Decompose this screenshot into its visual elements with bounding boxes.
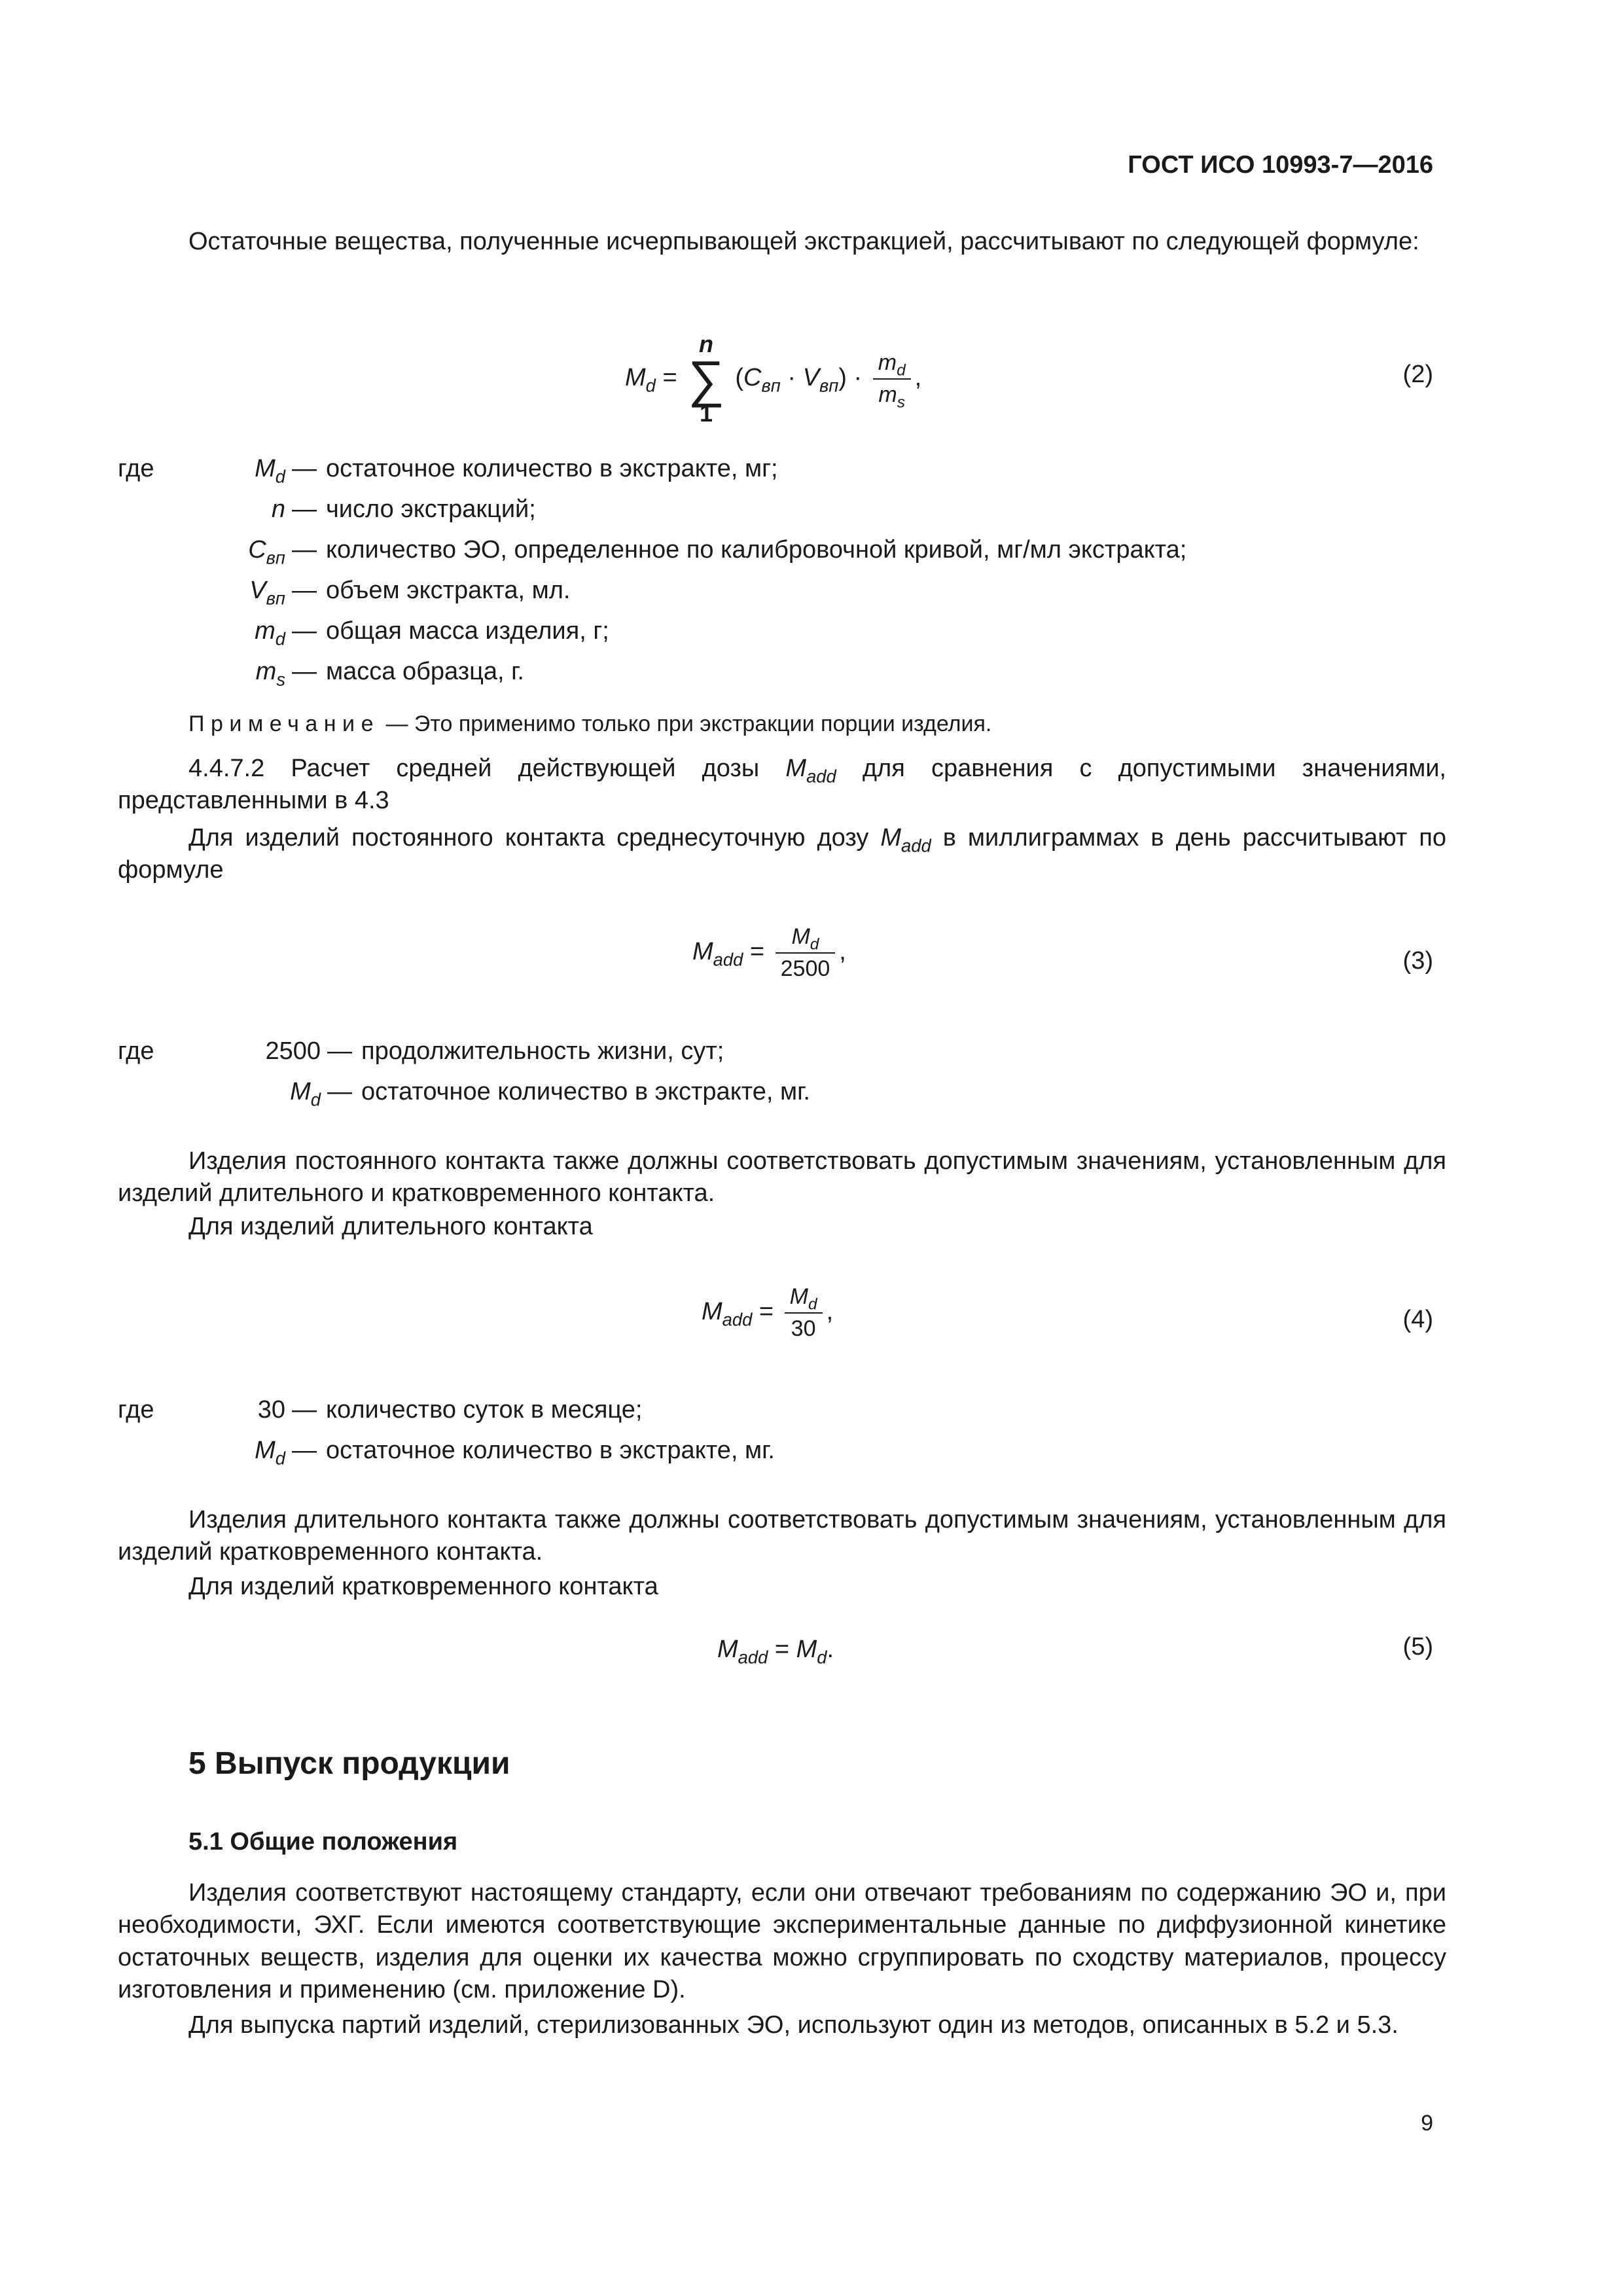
definition-row: [118, 1035, 1453, 1076]
document-code-header: ГОСТ ИСО 10993-7—2016: [1128, 151, 1433, 179]
p-const-post: в миллиграммах в день рассчитывают по формуле: [118, 824, 1446, 884]
s4472-symbol-sub: add: [806, 766, 836, 787]
definition-symbol-sub: d: [275, 466, 285, 487]
eq5-rhs-sub: d: [817, 1647, 827, 1668]
definition-symbol: m: [255, 617, 276, 645]
note-text: — Это применимо только при экстракции порции изделия.: [385, 711, 992, 736]
equation-number-2: (2): [1402, 361, 1433, 388]
sigma-glyph: ∑: [688, 350, 724, 408]
equation-number-3: (3): [1402, 947, 1433, 975]
definition-symbol: M: [290, 1078, 311, 1105]
definition-row: [118, 453, 1453, 493]
equation-3: $M_{add}$ = $\frac{M_d}{2500}$ ,: [692, 924, 846, 982]
subsection-4472: [118, 753, 1446, 817]
eq4-fraction: [785, 1284, 823, 1342]
eq2-v-sub: вп: [819, 375, 839, 396]
sum-upper-limit: n: [698, 331, 713, 357]
eq4-numerator: M: [789, 1284, 808, 1309]
definition-text: общая масса изделия, г;: [326, 617, 609, 645]
definition-text: объем экстракта, мл.: [326, 577, 571, 604]
definition-dash: —: [292, 658, 317, 685]
definition-symbol-sub: вп: [266, 588, 285, 609]
definition-text: остаточное количество в экстракте, мг.: [326, 1437, 775, 1464]
p-const-symbol: M: [880, 824, 902, 852]
definition-row: [118, 534, 1453, 575]
definition-row: [118, 1076, 1453, 1117]
definition-lead: где: [118, 1396, 154, 1424]
eq2-numerator-sub: d: [897, 361, 906, 380]
definition-row: [118, 1394, 1453, 1435]
summation-symbol: [688, 332, 724, 425]
p-const-symbol-sub: add: [901, 835, 931, 856]
eq5-lhs: M: [717, 1636, 738, 1663]
intro-paragraph: Остаточные вещества, полученные исчерпывающей экстракцией, рассчитывают по следующей формуле:: [188, 228, 1419, 255]
definition-symbol-sub: d: [275, 628, 285, 649]
equation-2: $M_d$ = n ∑ 1 $(C_{вп} \cdot V_{вп})$ · $\frac{m_d}{m_s}$ ,: [625, 331, 922, 427]
definition-dash: —: [327, 1078, 352, 1105]
definition-dash: —: [292, 495, 317, 523]
definition-text: масса образца, г.: [326, 658, 524, 685]
eq3-lhs: M: [692, 938, 713, 966]
definition-symbol: 2500: [265, 1037, 321, 1065]
definition-symbol-sub: s: [276, 669, 285, 690]
eq2-fraction: [873, 350, 911, 412]
section-5-heading: 5 Выпуск продукции: [188, 1746, 510, 1781]
page-number: 9: [1421, 2111, 1433, 2136]
definition-text: остаточное количество в экстракте, мг;: [326, 455, 778, 482]
eq4-denominator: 30: [791, 1316, 816, 1342]
eq5-rhs: M: [796, 1636, 817, 1663]
definition-dash: —: [292, 577, 317, 604]
definitions-eq3: [118, 1035, 1453, 1117]
sum-lower-limit: 1: [699, 400, 713, 427]
definition-symbol: V: [249, 577, 266, 604]
definition-dash: —: [292, 617, 317, 645]
definition-row: [118, 493, 1453, 534]
eq2-lhs: M: [625, 364, 646, 392]
eq2-numerator: m: [878, 350, 897, 375]
definition-lead: где: [118, 455, 154, 482]
eq4-lhs: M: [702, 1298, 722, 1326]
section-5-1-heading: 5.1 Общие положения: [188, 1828, 458, 1856]
s4472-post: для сравнения с допустимыми значениями, представленными в 4.3: [118, 755, 1446, 815]
definition-row: [118, 1435, 1453, 1475]
p-const-pre: Для изделий постоянного контакта среднесуточную дозу: [188, 824, 881, 852]
definition-dash: —: [327, 1037, 352, 1065]
paragraph-constant-contact-2: Изделия постоянного контакта также должны соответствовать допустимым значениям, установленным для изделий длительного и кратковременного контакта.: [118, 1147, 1446, 1208]
eq4-lhs-sub: add: [722, 1309, 753, 1330]
s4472-symbol: M: [785, 755, 807, 782]
eq2-c-sub: вп: [761, 375, 781, 396]
equation-number-4: (4): [1402, 1306, 1433, 1333]
definition-text: количество ЭО, определенное по калибровочной кривой, мг/мл экстракта;: [326, 536, 1187, 564]
eq2-c: C: [743, 364, 762, 392]
eq2-denominator: m: [878, 382, 897, 408]
definition-row: [118, 575, 1453, 615]
definition-symbol: m: [255, 658, 277, 685]
equation-number-5: (5): [1402, 1633, 1433, 1660]
definition-symbol-sub: d: [275, 1448, 285, 1469]
definition-dash: —: [292, 536, 317, 564]
definition-text: число экстракций;: [326, 495, 536, 523]
eq5-lhs-sub: add: [738, 1647, 768, 1668]
definition-symbol: n: [271, 495, 285, 523]
eq3-fraction: [776, 924, 836, 982]
paragraph-constant-contact: [118, 822, 1446, 887]
definition-symbol: C: [248, 536, 266, 564]
equation-5: $M_{add} = M_d$.: [717, 1636, 834, 1668]
note: [188, 709, 991, 738]
eq2-denominator-sub: s: [897, 393, 905, 412]
s4472-pre: 4.4.7.2 Расчет средней действующей дозы: [188, 755, 786, 782]
eq2-v: V: [802, 364, 819, 392]
definition-symbol: M: [255, 1437, 276, 1464]
definitions-eq4: [118, 1394, 1453, 1475]
definition-symbol-sub: вп: [266, 547, 285, 568]
definition-lead: где: [118, 1037, 154, 1065]
definition-text: продолжительность жизни, сут;: [361, 1037, 724, 1065]
eq2-lhs-sub: d: [645, 375, 656, 396]
definition-row: [118, 615, 1453, 656]
definition-symbol: 30: [257, 1396, 285, 1424]
paragraph-5-1-a: Изделия соответствуют настоящему стандарту, если они отвечают требованиям по содержанию ЭО и, при необходимости, ЭХГ. Если имеются соответствующие экспериментальные данные по диффузионной кинетике остаточных веществ, изделия для оценки их качества можно сгруппировать по сходству материалов, процессу изготовления и применению (см. приложение D).: [118, 1879, 1446, 2004]
paragraph-5-1-b: Для выпуска партий изделий, стерилизованных ЭО, используют один из методов, описанных в 5.2 и 5.3.: [188, 2011, 1399, 2039]
definition-row: [118, 656, 1453, 696]
eq4-numerator-sub: d: [808, 1295, 817, 1314]
eq3-numerator: M: [791, 924, 810, 949]
eq3-denominator: 2500: [780, 956, 830, 982]
definition-dash: —: [292, 455, 317, 482]
definition-symbol-sub: d: [310, 1089, 321, 1110]
eq3-lhs-sub: add: [713, 949, 743, 970]
definition-text: остаточное количество в экстракте, мг.: [361, 1078, 810, 1105]
paragraph-short-contact: Для изделий кратковременного контакта: [188, 1573, 658, 1600]
definitions-eq2: [118, 453, 1453, 696]
definition-dash: —: [292, 1396, 317, 1424]
note-label: Примечание: [188, 711, 380, 736]
paragraph-long-contact: Для изделий длительного контакта: [188, 1213, 593, 1240]
definition-symbol: M: [255, 455, 276, 482]
eq3-numerator-sub: d: [810, 935, 819, 954]
equation-4: $M_{add}$ = $\frac{M_d}{30}$ ,: [702, 1284, 834, 1342]
definition-dash: —: [292, 1437, 317, 1464]
definition-text: количество суток в месяце;: [326, 1396, 643, 1424]
paragraph-long-contact-2: Изделия длительного контакта также должны соответствовать допустимым значениям, установленным для изделий кратковременного контакта.: [118, 1506, 1446, 1566]
